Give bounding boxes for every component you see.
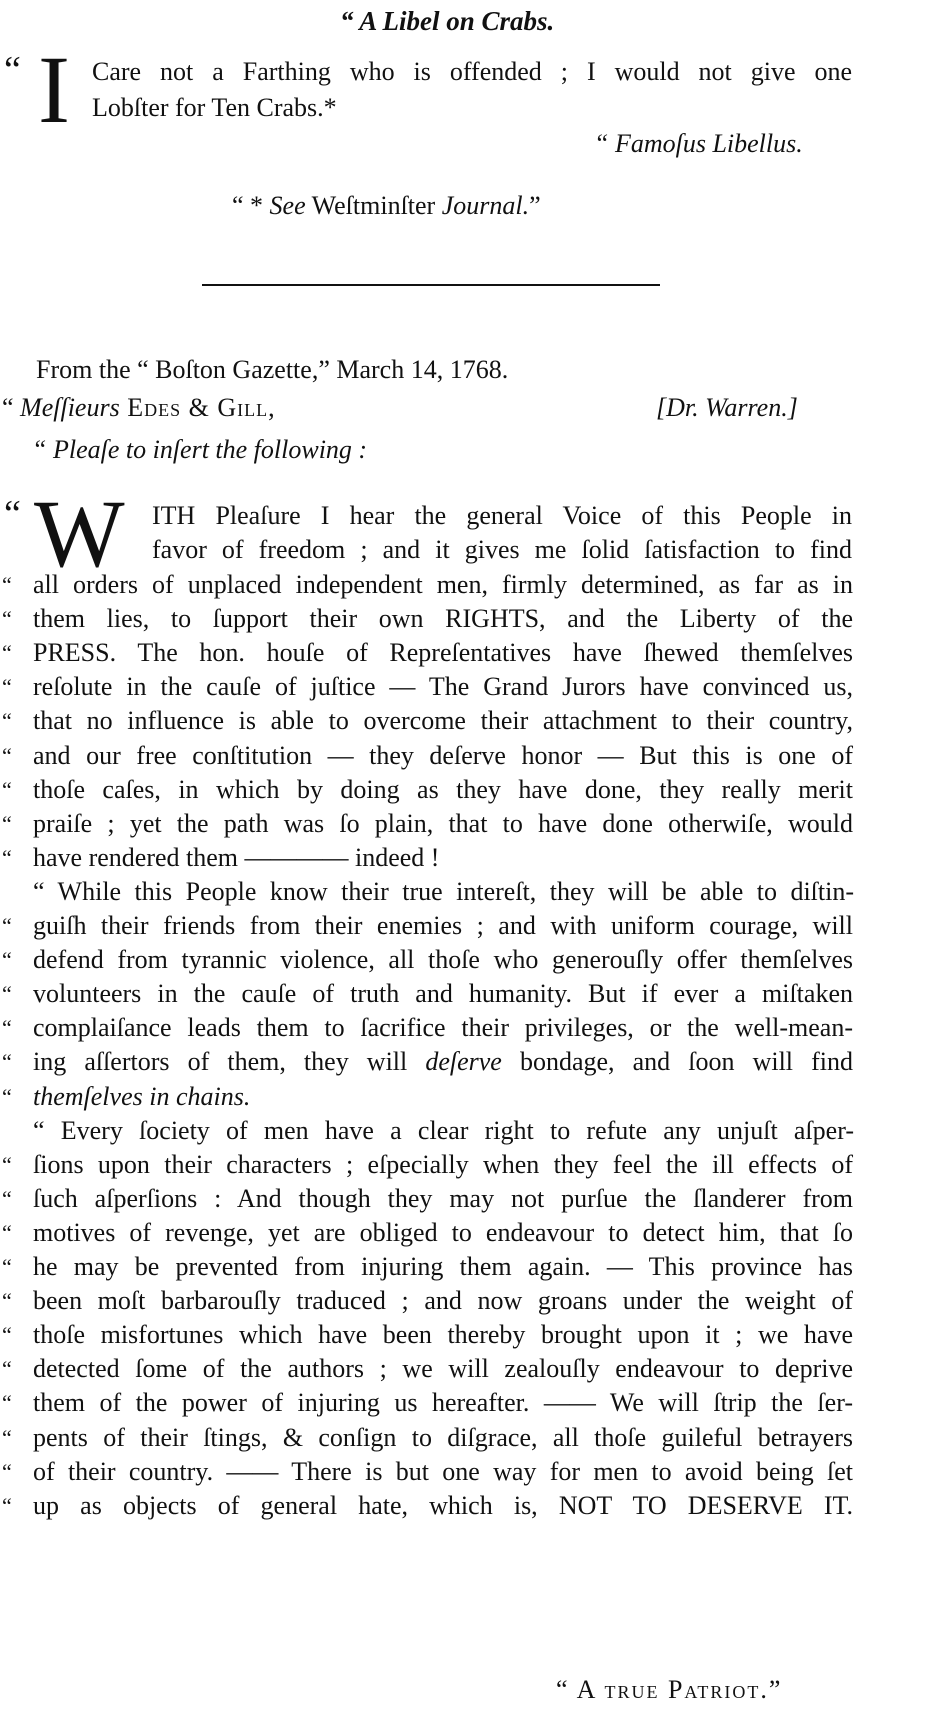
- letter-instruction: “ Pleaſe to inſert the following :: [32, 435, 368, 464]
- letter-attribution: [Dr. Warren.]: [656, 393, 798, 422]
- quote-mark: “: [2, 1219, 12, 1245]
- crabs-footnote: “ * See Weſtminſter Journal.”: [232, 191, 541, 220]
- quote-mark: “: [2, 1492, 12, 1518]
- line-text: “ While this People know their true intereſt, they will be able to diſtin-: [33, 876, 854, 906]
- line-text: them lies, to ſupport their own RIGHTS, and the Liberty of the: [33, 604, 853, 634]
- crabs-line-1: Care not a Farthing who is offended ; I would not give one: [92, 57, 852, 86]
- text-line: [0, 1079, 942, 1115]
- line-text: of their country. —— There is but one way for men to avoid being ſet: [33, 1456, 853, 1486]
- text-line: [0, 1454, 942, 1490]
- letter-lead-line-1: ITH Pleaſure I hear the general Voice of this People in: [152, 501, 852, 530]
- quote-mark: “: [2, 776, 12, 802]
- letter-source: From the “ Boſton Gazette,” March 14, 1768.: [36, 355, 509, 384]
- line-text: reſolute in the cauſe of juſtice — The Grand Jurors have convinced us,: [33, 672, 853, 702]
- text-line: [0, 1420, 942, 1456]
- line-text: that no influence is able to overcome their attachment to their country,: [33, 706, 853, 736]
- quote-mark: “: [2, 1185, 12, 1211]
- quote-mark: “: [2, 947, 12, 973]
- letter-drop-cap: W: [34, 480, 125, 587]
- text-line: [0, 1215, 942, 1251]
- text-line: [0, 1113, 942, 1149]
- crabs-title: “ A Libel on Crabs.: [340, 6, 555, 36]
- line-text: ſions upon their characters ; eſpecially when they feel the ill effects of: [33, 1149, 853, 1179]
- quote-mark: “: [2, 1015, 12, 1041]
- line-text: thoſe misfortunes which have been thereby brought upon it ; we have: [33, 1320, 853, 1350]
- text-line: [0, 1249, 942, 1285]
- line-text: guiſh their friends from their enemies ; and with uniform courage, will: [33, 911, 853, 940]
- quote-mark: “: [2, 844, 12, 870]
- line-text: defend from tyrannic violence, all thoſe who generouſly offer themſelves: [33, 945, 853, 975]
- quote-mark: “: [2, 1458, 12, 1484]
- quote-mark: “: [2, 1288, 12, 1314]
- quote-mark: “: [2, 742, 12, 768]
- text-line: [0, 601, 942, 637]
- text-line: [0, 840, 942, 876]
- text-line: [0, 1181, 942, 1217]
- quote-mark: “: [2, 1083, 12, 1109]
- quote-mark: “: [2, 572, 12, 597]
- text-line: [0, 669, 942, 705]
- line-text: [33, 1044, 853, 1080]
- letter-salutation: “ Meſſieurs Edes & Gill,: [2, 393, 276, 422]
- line-text: volunteers in the cauſe of truth and humanity. But if ever a miſtaken: [33, 979, 853, 1009]
- text-line: [0, 1385, 942, 1421]
- line-text: motives of revenge, yet are obliged to endeavour to detect him, that ſo: [33, 1217, 853, 1247]
- quote-mark: “: [2, 708, 12, 734]
- line-text: “ Every ſociety of men have a clear right to refute any unjuſt aſper-: [33, 1115, 854, 1145]
- quote-mark: “: [2, 981, 12, 1007]
- crabs-drop-cap: I: [38, 36, 70, 143]
- line-text: themſelves in chains.: [33, 1081, 251, 1111]
- letter-signoff: “ A true Patriot.”: [556, 1675, 783, 1704]
- text-line: [0, 874, 942, 910]
- text-line: [0, 1147, 942, 1183]
- quote-mark: “: [2, 1424, 12, 1450]
- text-line: [0, 772, 942, 808]
- quote-mark: “: [2, 810, 12, 836]
- text-line: [0, 567, 942, 603]
- line-text: ſuch aſperſions : And though they may not purſue the ſlanderer from: [33, 1183, 853, 1213]
- quote-mark: “: [2, 606, 12, 632]
- text-line: [0, 1351, 942, 1387]
- text-line: [0, 806, 942, 842]
- text-line: [0, 1488, 942, 1524]
- text-line: [0, 738, 942, 774]
- quote-mark: “: [2, 1322, 12, 1348]
- line-text: complaiſance leads them to ſacrifice their privileges, or the well-mean-: [33, 1013, 853, 1043]
- line-text: have rendered them ———— indeed !: [33, 842, 440, 872]
- text-line: [0, 1044, 942, 1080]
- quote-mark: “: [2, 1049, 12, 1075]
- text-line: [0, 635, 942, 671]
- text-line: [0, 1317, 942, 1353]
- line-text: all orders of unplaced independent men, firmly determined, as far as in: [33, 570, 853, 599]
- quote-mark: “: [2, 913, 12, 938]
- emphasis-text: deſerve: [425, 1047, 502, 1077]
- line-text: them of the power of injuring us hereafter. —— We will ſtrip the ſer-: [33, 1388, 853, 1418]
- text-line: [0, 976, 942, 1012]
- line-text: thoſe caſes, in which by doing as they have done, they really merit: [33, 774, 853, 804]
- text-line: [0, 942, 942, 978]
- line-text: been moſt barbarouſly traduced ; and now groans under the weight of: [33, 1286, 853, 1316]
- line-text: up as objects of general hate, which is, NOT TO DESERVE IT.: [33, 1490, 853, 1520]
- section-divider: [202, 284, 660, 286]
- quote-mark: “: [2, 1151, 12, 1177]
- line-text: and our free conſtitution — they deſerve honor — But this is one of: [33, 740, 853, 770]
- line-text: he may be prevented from injuring them again. — This province has: [33, 1252, 853, 1281]
- line-text: praiſe ; yet the path was ſo plain, that to have done otherwiſe, would: [33, 808, 853, 838]
- quote-mark: “: [2, 640, 12, 666]
- quote-mark: “: [2, 1254, 12, 1279]
- text-line: [0, 908, 942, 944]
- quote-mark: “: [2, 1390, 12, 1416]
- line-text: pents of their ſtings, & conſign to diſgrace, all thoſe guileful betrayers: [33, 1422, 853, 1452]
- line-text: detected ſome of the authors ; we will zealouſly endeavour to deprive: [33, 1354, 853, 1384]
- line-text: PRESS. The hon. houſe of Repreſentatives have ſhewed themſelves: [33, 638, 853, 668]
- crabs-open-quote: “: [4, 49, 21, 91]
- text-line: [0, 1283, 942, 1319]
- crabs-signature: “ Famoſus Libellus.: [594, 129, 803, 158]
- line-segment: bondage, and ſoon will find: [501, 1047, 853, 1077]
- text-line: [0, 1010, 942, 1046]
- letter-lead-line-2: favor of freedom ; and it gives me ſolid ſatisfaction to find: [152, 535, 852, 564]
- quote-mark: “: [2, 674, 12, 700]
- crabs-line-2: Lobſter for Ten Crabs.*: [92, 93, 337, 122]
- line-segment: ing aſſertors of them, they will: [33, 1047, 426, 1077]
- letter-open-quote: “: [4, 493, 21, 535]
- quote-mark: “: [2, 1356, 12, 1382]
- text-line: [0, 703, 942, 739]
